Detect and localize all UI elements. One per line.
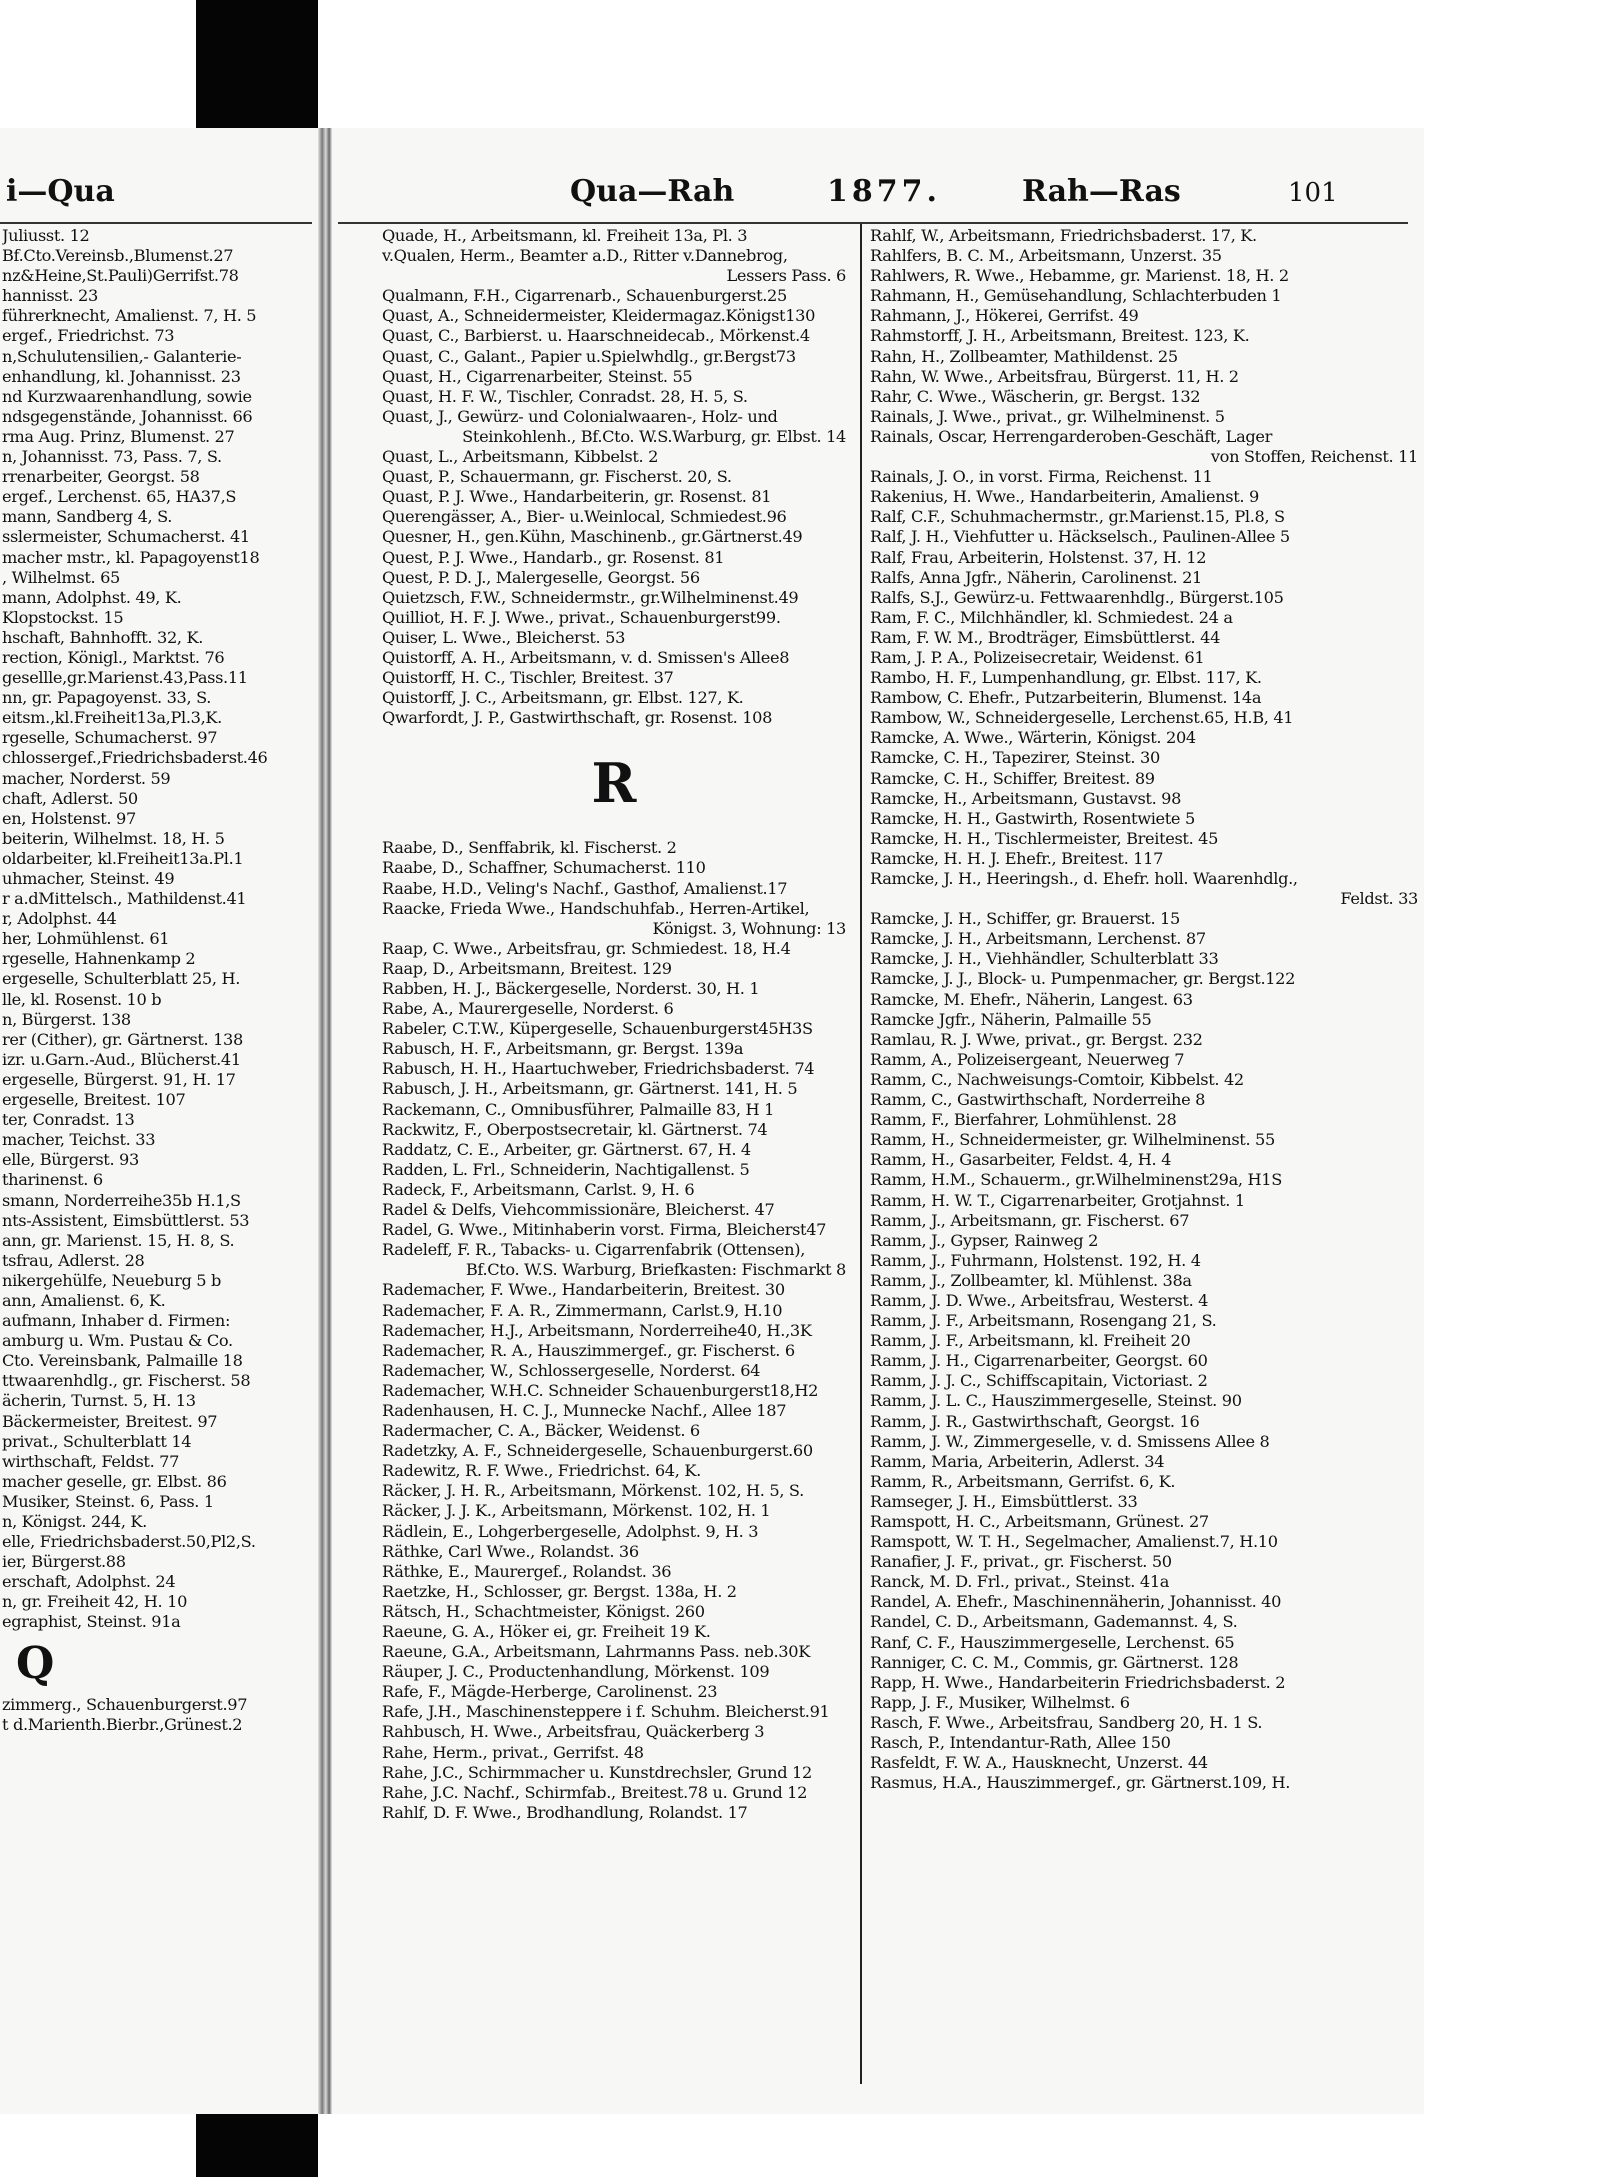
directory-entry: Quast, J., Gewürz- und Colonialwaaren-, Holz- und: [382, 406, 778, 426]
directory-entry: rection, Königl., Marktst. 76: [2, 647, 225, 667]
left-entries-bottom: [2, 1695, 316, 1735]
directory-entry: rgeselle, Schumacherst. 97: [2, 728, 218, 748]
directory-entry: Ramm, J. J. C., Schiffscapitain, Victoriast. 2: [870, 1371, 1208, 1391]
directory-entry: Querengässer, A., Bier- u.Weinlocal, Schmiedest.96: [382, 507, 787, 527]
directory-entry: Raabe, D., Schaffner, Schumacherst. 110: [382, 858, 706, 878]
directory-entry: Räcker, J. J. K., Arbeitsmann, Mörkenst. 102, H. 1: [382, 1501, 771, 1521]
directory-entry: Ram, F. W. M., Brodträger, Eimsbüttlerst. 44: [870, 627, 1221, 647]
directory-entry: Raabe, H.D., Veling's Nachf., Gasthof, Amalienst.17: [382, 878, 788, 898]
directory-entry: ier, Bürgerst.88: [2, 1552, 126, 1572]
directory-entry: n, gr. Freiheit 42, H. 10: [2, 1592, 188, 1612]
column1-entries-bottom: [382, 838, 846, 1823]
directory-entry: Ramspott, W. T. H., Segelmacher, Amalienst.7, H.10: [870, 1532, 1278, 1552]
directory-entry: Rasch, P., Intendantur-Rath, Allee 150: [870, 1733, 1171, 1753]
directory-entry: ergef., Lerchenst. 65, HA37,S: [2, 487, 237, 507]
directory-entry: Rademacher, W., Schlossergeselle, Norderst. 64: [382, 1360, 761, 1380]
directory-entry: Radel, G. Wwe., Mitinhaberin vorst. Firma, Bleicherst47: [382, 1220, 827, 1240]
directory-entry: Radetzky, A. F., Schneidergeselle, Schauenburgerst.60: [382, 1441, 813, 1461]
directory-entry: Rapp, H. Wwe., Handarbeiterin Friedrichsbaderst. 2: [870, 1672, 1286, 1692]
directory-entry: nikergehülfe, Neueburg 5 b: [2, 1270, 222, 1290]
directory-entry: n, Johannisst. 73, Pass. 7, S.: [2, 447, 222, 467]
directory-entry: Lessers Pass. 6: [726, 266, 846, 286]
directory-entry: Ramcke, J. J., Block- u. Pumpenmacher, gr. Bergst.122: [870, 969, 1296, 989]
directory-entry: Rabe, A., Maurergeselle, Norderst. 6: [382, 999, 674, 1019]
directory-entry: Rahn, W. Wwe., Arbeitsfrau, Bürgerst. 11, H. 2: [870, 366, 1239, 386]
directory-entry: Ramm, H., Gasarbeiter, Feldst. 4, H. 4: [870, 1150, 1172, 1170]
directory-entry: nd Kurzwaarenhandlung, sowie: [2, 386, 252, 406]
directory-entry: beiterin, Wilhelmst. 18, H. 5: [2, 828, 225, 848]
directory-entry: Rafe, F., Mägde-Herberge, Carolinenst. 23: [382, 1682, 718, 1702]
column-separator: [860, 224, 862, 2084]
directory-entry: Ramm, J. W., Zimmergeselle, v. d. Smissens Allee 8: [870, 1431, 1270, 1451]
directory-entry: Ramcke, C. H., Schiffer, Breitest. 89: [870, 768, 1155, 788]
directory-entry: von Stoffen, Reichenst. 11: [1210, 447, 1418, 467]
directory-entry: lle, kl. Rosenst. 10 b: [2, 989, 162, 1009]
directory-entry: Quesner, H., gen.Kühn, Maschinenb., gr.Gärtnerst.49: [382, 527, 803, 547]
book-gutter: [318, 128, 332, 2114]
directory-entry: oldarbeiter, kl.Freiheit13a.Pl.1: [2, 848, 244, 868]
directory-entry: Ramm, H., Schneidermeister, gr. Wilhelminenst. 55: [870, 1130, 1275, 1150]
directory-entry: Räthke, E., Maurergef., Rolandst. 36: [382, 1561, 672, 1581]
left-entries-top: [2, 226, 316, 1633]
directory-entry: Rainals, J. Wwe., privat., gr. Wilhelminenst. 5: [870, 406, 1225, 426]
directory-entry: ergeselle, Schulterblatt 25, H.: [2, 969, 241, 989]
directory-entry: privat., Schulterblatt 14: [2, 1431, 192, 1451]
directory-entry: rer (Cither), gr. Gärtnerst. 138: [2, 1029, 243, 1049]
directory-entry: izr. u.Garn.-Aud., Blücherst.41: [2, 1049, 241, 1069]
directory-entry: Ramm, F., Bierfahrer, Lohmühlenst. 28: [870, 1110, 1177, 1130]
directory-entry: Quast, C., Galant., Papier u.Spielwhdlg., gr.Bergst73: [382, 346, 796, 366]
page-number: 101: [1288, 178, 1338, 208]
directory-entry: Rahe, Herm., privat., Gerrifst. 48: [382, 1742, 644, 1762]
directory-entry: Raap, D., Arbeitsmann, Breitest. 129: [382, 958, 672, 978]
directory-entry: Ramm, J. D. Wwe., Arbeitsfrau, Westerst. 4: [870, 1290, 1209, 1310]
directory-entry: Ramm, Maria, Arbeiterin, Adlerst. 34: [870, 1451, 1165, 1471]
directory-entry: Ramcke, H. H., Tischlermeister, Breitest. 45: [870, 828, 1219, 848]
directory-entry: Raetzke, H., Schlosser, gr. Bergst. 138a, H. 2: [382, 1581, 737, 1601]
directory-entry: Quilliot, H. F. J. Wwe., privat., Schauenburgerst99.: [382, 607, 781, 627]
directory-entry: Rädlein, E., Lohgerbergeselle, Adolphst. 9, H. 3: [382, 1521, 759, 1541]
directory-entry: Räcker, J. H. R., Arbeitsmann, Mörkenst. 102, H. 5, S.: [382, 1481, 804, 1501]
directory-entry: r, Adolphst. 44: [2, 909, 117, 929]
directory-entry: Rahlfers, B. C. M., Arbeitsmann, Unzerst. 35: [870, 246, 1222, 266]
directory-entry: Ramcke, H. H., Gastwirth, Rosentwiete 5: [870, 808, 1195, 828]
column1-entries-top: [382, 226, 846, 728]
column1: [382, 226, 846, 1823]
directory-entry: Ramcke, H. H. J. Ehefr., Breitest. 117: [870, 848, 1164, 868]
directory-entry: Ranf, C. F., Hauszimmergeselle, Lerchenst. 65: [870, 1632, 1235, 1652]
directory-entry: Qwarfordt, J. P., Gastwirthschaft, gr. Rosenst. 108: [382, 708, 773, 728]
directory-entry: Rademacher, R. A., Hauszimmergef., gr. Fischerst. 6: [382, 1340, 795, 1360]
directory-entry: mann, Sandberg 4, S.: [2, 507, 173, 527]
directory-entry: chlossergef.,Friedrichsbaderst.46: [2, 748, 268, 768]
directory-entry: Ramcke, J. H., Heeringsh., d. Ehefr. holl. Waarenhdlg.,: [870, 869, 1298, 888]
directory-entry: Rahe, J.C. Nachf., Schirmfab., Breitest.78 u. Grund 12: [382, 1782, 808, 1802]
directory-entry: Rademacher, W.H.C. Schneider Schauenburgerst18,H2: [382, 1380, 819, 1400]
directory-entry: Ramm, J., Gypser, Rainweg 2: [870, 1230, 1099, 1250]
directory-entry: Raabe, D., Senffabrik, kl. Fischerst. 2: [382, 838, 677, 858]
directory-entry: Rabusch, J. H., Arbeitsmann, gr. Gärtnerst. 141, H. 5: [382, 1079, 798, 1099]
directory-entry: Rahlwers, R. Wwe., Hebamme, gr. Marienst. 18, H. 2: [870, 266, 1289, 286]
directory-entry: Rademacher, H.J., Arbeitsmann, Norderreihe40, H.,3K: [382, 1320, 812, 1340]
directory-entry: Raacke, Frieda Wwe., Handschuhfab., Herren-Artikel,: [382, 898, 810, 918]
directory-entry: Quietzsch, F.W., Schneidermstr., gr.Wilhelminenst.49: [382, 587, 799, 607]
directory-entry: Feldst. 33: [1340, 889, 1418, 909]
directory-entry: Randel, A. Ehefr., Maschinennäherin, Johannisst. 40: [870, 1592, 1282, 1612]
directory-entry: Bf.Cto.Vereinsb.,Blumenst.27: [2, 246, 234, 266]
directory-entry: Rainals, Oscar, Herrengarderoben-Geschäft, Lager: [870, 426, 1273, 446]
directory-entry: Ramcke, M. Ehefr., Näherin, Langest. 63: [870, 989, 1193, 1009]
year-header: 1877.: [827, 174, 941, 209]
directory-entry: Ramm, J. R., Gastwirthschaft, Georgst. 16: [870, 1411, 1200, 1431]
directory-entry: rrenarbeiter, Georgst. 58: [2, 467, 200, 487]
directory-entry: sslermeister, Schumacherst. 41: [2, 527, 250, 547]
directory-entry: Ramm, J., Arbeitsmann, gr. Fischerst. 67: [870, 1210, 1190, 1230]
directory-entry: n,Schulutensilien,- Galanterie-: [2, 346, 242, 366]
directory-entry: Radeleff, F. R., Tabacks- u. Cigarrenfabrik (Ottensen),: [382, 1240, 806, 1260]
left-section-letter: Q: [16, 1637, 55, 1689]
scan-border-bottom: [196, 2114, 318, 2177]
directory-entry: Juliusst. 12: [2, 226, 90, 245]
directory-entry: Quast, P., Schauermann, gr. Fischerst. 20, S.: [382, 467, 732, 487]
directory-entry: Radden, L. Frl., Schneiderin, Nachtigallenst. 5: [382, 1159, 750, 1179]
directory-entry: ächerin, Turnst. 5, H. 13: [2, 1391, 196, 1411]
directory-entry: Ramm, J. L. C., Hauszimmergeselle, Steinst. 90: [870, 1391, 1242, 1411]
directory-entry: Rademacher, F. A. R., Zimmermann, Carlst.9, H.10: [382, 1300, 783, 1320]
header-rule: [338, 222, 1408, 224]
directory-entry: Cto. Vereinsbank, Palmaille 18: [2, 1351, 243, 1371]
directory-entry: Ramseger, J. H., Eimsbüttlerst. 33: [870, 1491, 1138, 1511]
directory-entry: Quistorff, A. H., Arbeitsmann, v. d. Smissen's Allee8: [382, 647, 790, 667]
directory-entry: Ramm, C., Gastwirthschaft, Norderreihe 8: [870, 1090, 1206, 1110]
directory-entry: egraphist, Steinst. 91a: [2, 1612, 181, 1632]
directory-entry: n, Bürgerst. 138: [2, 1009, 131, 1029]
scanned-directory-page: [0, 128, 1424, 2114]
directory-entry: Rahmstorff, J. H., Arbeitsmann, Breitest. 123, K.: [870, 326, 1250, 346]
directory-entry: Ranafier, J. F., privat., gr. Fischerst. 50: [870, 1552, 1172, 1572]
directory-entry: t d.Marienth.Bierbr.,Grünest.2: [2, 1714, 243, 1734]
directory-entry: Ramm, J., Fuhrmann, Holstenst. 192, H. 4: [870, 1250, 1201, 1270]
directory-entry: Quast, P. J. Wwe., Handarbeiterin, gr. Rosenst. 81: [382, 487, 772, 507]
directory-entry: Räuper, J. C., Productenhandlung, Mörkenst. 109: [382, 1662, 770, 1682]
directory-entry: Rahmann, J., Hökerei, Gerrifst. 49: [870, 306, 1139, 326]
directory-entry: Ramlau, R. J. Wwe, privat., gr. Bergst. 232: [870, 1029, 1203, 1049]
directory-entry: rgeselle, Hahnenkamp 2: [2, 949, 196, 969]
left-page-header: i—Qua: [6, 174, 115, 209]
directory-entry: chaft, Adlerst. 50: [2, 788, 138, 808]
directory-entry: führerknecht, Amalienst. 7, H. 5: [2, 306, 257, 326]
directory-entry: macher, Norderst. 59: [2, 768, 171, 788]
directory-entry: Rackemann, C., Omnibusführer, Palmaille 83, H 1: [382, 1099, 775, 1119]
directory-entry: zimmerg., Schauenburgerst.97: [2, 1694, 248, 1714]
left-header-rule: [0, 222, 312, 224]
directory-entry: Ralfs, Anna Jgfr., Näherin, Carolinenst. 21: [870, 567, 1202, 587]
directory-entry: Rambo, H. F., Lumpenhandlung, gr. Elbst. 117, K.: [870, 668, 1262, 688]
directory-entry: ndsgegenstände, Johannisst. 66: [2, 406, 253, 426]
directory-entry: elle, Bürgerst. 93: [2, 1150, 139, 1170]
directory-entry: Rasch, F. Wwe., Arbeitsfrau, Sandberg 20, H. 1 S.: [870, 1712, 1263, 1732]
directory-entry: Königst. 3, Wohnung: 13: [652, 918, 846, 938]
column2-header: Rah—Ras: [1022, 174, 1181, 209]
directory-entry: Rambow, W., Schneidergeselle, Lerchenst.65, H.B, 41: [870, 708, 1294, 728]
directory-entry: Ramcke, J. H., Arbeitsmann, Lerchenst. 87: [870, 929, 1206, 949]
directory-entry: n, Königst. 244, K.: [2, 1512, 147, 1531]
directory-entry: wirthschaft, Feldst. 77: [2, 1451, 180, 1471]
directory-entry: Ramcke, C. H., Tapezirer, Steinst. 30: [870, 748, 1160, 768]
directory-entry: Ramm, H.M., Schauerm., gr.Wilhelminenst29a, H1S: [870, 1170, 1282, 1190]
directory-entry: , Wilhelmst. 65: [2, 567, 120, 587]
directory-entry: Ramm, J. H., Cigarrenarbeiter, Georgst. 60: [870, 1351, 1208, 1371]
directory-entry: Ramm, J. F., Arbeitsmann, kl. Freiheit 20: [870, 1331, 1191, 1351]
directory-entry: Rackwitz, F., Oberpostsecretair, kl. Gärtnerst. 74: [382, 1119, 768, 1139]
directory-entry: Quast, L., Arbeitsmann, Kibbelst. 2: [382, 447, 659, 467]
directory-entry: Quast, C., Barbierst. u. Haarschneidecab., Mörkenst.4: [382, 326, 810, 346]
directory-entry: Rahlf, W., Arbeitsmann, Friedrichsbaderst. 17, K.: [870, 226, 1257, 245]
directory-entry: Rabeler, C.T.W., Küpergeselle, Schauenburgerst45H3S: [382, 1019, 813, 1039]
directory-entry: v.Qualen, Herm., Beamter a.D., Ritter v.Dannebrog,: [382, 246, 788, 266]
directory-entry: Ralf, Frau, Arbeiterin, Holstenst. 37, H. 12: [870, 547, 1207, 567]
directory-entry: Ram, J. P. A., Polizeisecretair, Weidenst. 61: [870, 647, 1205, 667]
directory-entry: ann, gr. Marienst. 15, H. 8, S.: [2, 1230, 235, 1250]
directory-entry: Rahmann, H., Gemüsehandlung, Schlachterbuden 1: [870, 286, 1282, 306]
directory-entry: Ralf, J. H., Viehfutter u. Häckselsch., Paulinen-Allee 5: [870, 527, 1290, 547]
directory-entry: Radewitz, R. F. Wwe., Friedrichst. 64, K.: [382, 1461, 701, 1481]
directory-entry: Rahlf, D. F. Wwe., Brodhandlung, Rolandst. 17: [382, 1802, 748, 1822]
directory-entry: Raap, C. Wwe., Arbeitsfrau, gr. Schmiedest. 18, H.4: [382, 938, 791, 958]
directory-entry: macher, Teichst. 33: [2, 1130, 156, 1150]
column1-header: Qua—Rah: [570, 174, 735, 209]
directory-entry: Ramm, R., Arbeitsmann, Gerrifst. 6, K.: [870, 1471, 1176, 1491]
directory-entry: Rakenius, H. Wwe., Handarbeiterin, Amalienst. 9: [870, 487, 1259, 507]
directory-entry: Radel & Delfs, Viehcommissionäre, Bleicherst. 47: [382, 1200, 775, 1220]
directory-entry: tsfrau, Adlerst. 28: [2, 1250, 145, 1270]
directory-entry: Quistorff, J. C., Arbeitsmann, gr. Elbst. 127, K.: [382, 688, 744, 708]
directory-entry: nz&Heine,St.Pauli)Gerrifst.78: [2, 266, 239, 286]
directory-entry: Randel, C. D., Arbeitsmann, Gademannst. 4, S.: [870, 1612, 1238, 1632]
directory-entry: gesellle,gr.Marienst.43,Pass.11: [2, 668, 248, 688]
directory-entry: Rasmus, H.A., Hauszimmergef., gr. Gärtnerst.109, H.: [870, 1773, 1291, 1793]
directory-entry: Ramspott, H. C., Arbeitsmann, Grünest. 27: [870, 1512, 1209, 1531]
directory-entry: erschaft, Adolphst. 24: [2, 1572, 176, 1592]
directory-entry: Rambow, C. Ehefr., Putzarbeiterin, Blumenst. 14a: [870, 688, 1262, 708]
directory-entry: elle, Friedrichsbaderst.50,Pl2,S.: [2, 1532, 256, 1552]
directory-entry: ergef., Friedrichst. 73: [2, 326, 175, 346]
directory-entry: Ramcke Jgfr., Näherin, Palmaille 55: [870, 1009, 1152, 1029]
directory-entry: ann, Amalienst. 6, K.: [2, 1290, 166, 1310]
directory-entry: Rabusch, H. H., Haartuchweber, Friedrichsbaderst. 74: [382, 1059, 815, 1079]
directory-entry: en, Holstenst. 97: [2, 808, 136, 828]
directory-entry: Rahbusch, H. Wwe., Arbeitsfrau, Quäckerberg 3: [382, 1722, 765, 1742]
directory-entry: amburg u. Wm. Pustau & Co.: [2, 1331, 233, 1351]
section-letter-r: R: [591, 751, 637, 816]
directory-entry: Radenhausen, H. C. J., Munnecke Nachf., Allee 187: [382, 1400, 787, 1420]
directory-entry: Ramcke, J. H., Schiffer, gr. Brauerst. 15: [870, 909, 1180, 929]
directory-entry: mann, Adolphst. 49, K.: [2, 587, 182, 607]
directory-entry: Rasfeldt, F. W. A., Hausknecht, Unzerst. 44: [870, 1753, 1208, 1773]
directory-entry: Ramm, J., Zollbeamter, kl. Mühlenst. 38a: [870, 1270, 1192, 1290]
directory-entry: Radeck, F., Arbeitsmann, Carlst. 9, H. 6: [382, 1179, 695, 1199]
directory-entry: Qualmann, F.H., Cigarrenarb., Schauenburgerst.25: [382, 286, 787, 306]
directory-entry: Ramcke, A. Wwe., Wärterin, Königst. 204: [870, 728, 1196, 748]
right-page: [332, 128, 1424, 2114]
directory-entry: Rademacher, F. Wwe., Handarbeiterin, Breitest. 30: [382, 1280, 785, 1300]
directory-entry: r a.dMittelsch., Mathildenst.41: [2, 889, 247, 909]
directory-entry: Rainals, J. O., in vorst. Firma, Reichenst. 11: [870, 467, 1213, 487]
directory-entry: eitsm.,kl.Freiheit13a,Pl.3,K.: [2, 708, 222, 728]
directory-entry: Ramcke, J. H., Viehhändler, Schulterblatt 33: [870, 949, 1219, 969]
directory-entry: Rapp, J. F., Musiker, Wilhelmst. 6: [870, 1692, 1130, 1712]
left-column: [2, 226, 316, 1735]
directory-entry: Ranniger, C. C. M., Commis, gr. Gärtnerst. 128: [870, 1652, 1239, 1672]
directory-entry: Rafe, J.H., Maschinensteppere i f. Schuhm. Bleicherst.91: [382, 1702, 830, 1722]
directory-entry: ter, Conradst. 13: [2, 1110, 135, 1130]
directory-entry: Rahr, C. Wwe., Wäscherin, gr. Bergst. 132: [870, 386, 1201, 406]
directory-entry: Quistorff, H. C., Tischler, Breitest. 37: [382, 668, 674, 688]
directory-entry: ttwaarenhdlg., gr. Fischerst. 58: [2, 1371, 251, 1391]
directory-entry: Quest, P. D. J., Malergeselle, Georgst. 56: [382, 567, 700, 587]
directory-entry: her, Lohmühlenst. 61: [2, 929, 170, 949]
directory-entry: rma Aug. Prinz, Blumenst. 27: [2, 426, 235, 446]
directory-entry: nts-Assistent, Eimsbüttlerst. 53: [2, 1210, 250, 1230]
directory-entry: Ramcke, H., Arbeitsmann, Gustavst. 98: [870, 788, 1182, 808]
directory-entry: enhandlung, kl. Johannisst. 23: [2, 366, 241, 386]
directory-entry: ergeselle, Breitest. 107: [2, 1090, 186, 1110]
directory-entry: Klopstockst. 15: [2, 607, 124, 627]
directory-entry: Ranck, M. D. Frl., privat., Steinst. 41a: [870, 1572, 1170, 1592]
directory-entry: smann, Norderreihe35b H.1,S: [2, 1190, 241, 1210]
directory-entry: Quest, P. J. Wwe., Handarb., gr. Rosenst. 81: [382, 547, 725, 567]
directory-entry: Rabben, H. J., Bäckergeselle, Norderst. 30, H. 1: [382, 979, 760, 998]
directory-entry: Rabusch, H. F., Arbeitsmann, gr. Bergst. 139a: [382, 1039, 744, 1059]
directory-entry: Quiser, L. Wwe., Bleicherst. 53: [382, 627, 626, 647]
directory-entry: Rahe, J.C., Schirmmacher u. Kunstdrechsler, Grund 12: [382, 1762, 812, 1782]
directory-entry: Rätsch, H., Schachtmeister, Königst. 260: [382, 1601, 705, 1621]
directory-entry: Raeune, G. A., Höker ei, gr. Freiheit 19 K.: [382, 1622, 711, 1641]
column2: [870, 226, 1418, 1793]
directory-entry: Rahn, H., Zollbeamter, Mathildenst. 25: [870, 346, 1178, 366]
column2-entries: [870, 226, 1418, 1793]
directory-entry: Ram, F. C., Milchhändler, kl. Schmiedest. 24 a: [870, 607, 1233, 627]
directory-entry: nn, gr. Papagoyenst. 33, S.: [2, 688, 212, 708]
directory-entry: Quast, A., Schneidermeister, Kleidermagaz.Königst130: [382, 306, 816, 326]
directory-entry: tharinenst. 6: [2, 1170, 103, 1190]
directory-entry: Ramm, C., Nachweisungs-Comtoir, Kibbelst. 42: [870, 1069, 1244, 1089]
directory-entry: macher mstr., kl. Papagoyenst18: [2, 547, 260, 567]
directory-entry: hannisst. 23: [2, 286, 98, 306]
directory-entry: Raeune, G.A., Arbeitsmann, Lahrmanns Pass. neb.30K: [382, 1642, 810, 1662]
directory-entry: ergeselle, Bürgerst. 91, H. 17: [2, 1069, 236, 1089]
directory-entry: Bäckermeister, Breitest. 97: [2, 1411, 218, 1431]
directory-entry: Quade, H., Arbeitsmann, kl. Freiheit 13a, Pl. 3: [382, 226, 748, 245]
directory-entry: Raddatz, C. E., Arbeiter, gr. Gärtnerst. 67, H. 4: [382, 1139, 751, 1159]
directory-entry: Quast, H. F. W., Tischler, Conradst. 28, H. 5, S.: [382, 386, 748, 406]
directory-entry: Ramm, H. W. T., Cigarrenarbeiter, Grotjahnst. 1: [870, 1190, 1245, 1210]
left-page-fragment: [0, 128, 318, 2114]
directory-entry: macher geselle, gr. Elbst. 86: [2, 1471, 227, 1491]
directory-entry: Musiker, Steinst. 6, Pass. 1: [2, 1491, 214, 1511]
scan-border-top: [196, 0, 318, 128]
directory-entry: Steinkohlenh., Bf.Cto. W.S.Warburg, gr. Elbst. 14: [462, 426, 846, 446]
directory-entry: Quast, H., Cigarrenarbeiter, Steinst. 55: [382, 366, 693, 386]
directory-entry: hschaft, Bahnhofft. 32, K.: [2, 627, 204, 647]
directory-entry: Ralfs, S.J., Gewürz-u. Fettwaarenhdlg., Bürgerst.105: [870, 587, 1284, 607]
directory-entry: uhmacher, Steinst. 49: [2, 869, 175, 888]
directory-entry: Ramm, J. F., Arbeitsmann, Rosengang 21, S.: [870, 1311, 1217, 1331]
directory-entry: aufmann, Inhaber d. Firmen:: [2, 1311, 231, 1331]
directory-entry: Ralf, C.F., Schuhmachermstr., gr.Marienst.15, Pl.8, S: [870, 507, 1285, 527]
directory-entry: Bf.Cto. W.S. Warburg, Briefkasten: Fischmarkt 8: [465, 1260, 846, 1280]
directory-entry: Räthke, Carl Wwe., Rolandst. 36: [382, 1541, 639, 1561]
directory-entry: Radermacher, C. A., Bäcker, Weidenst. 6: [382, 1421, 700, 1441]
directory-entry: Ramm, A., Polizeisergeant, Neuerweg 7: [870, 1049, 1185, 1069]
